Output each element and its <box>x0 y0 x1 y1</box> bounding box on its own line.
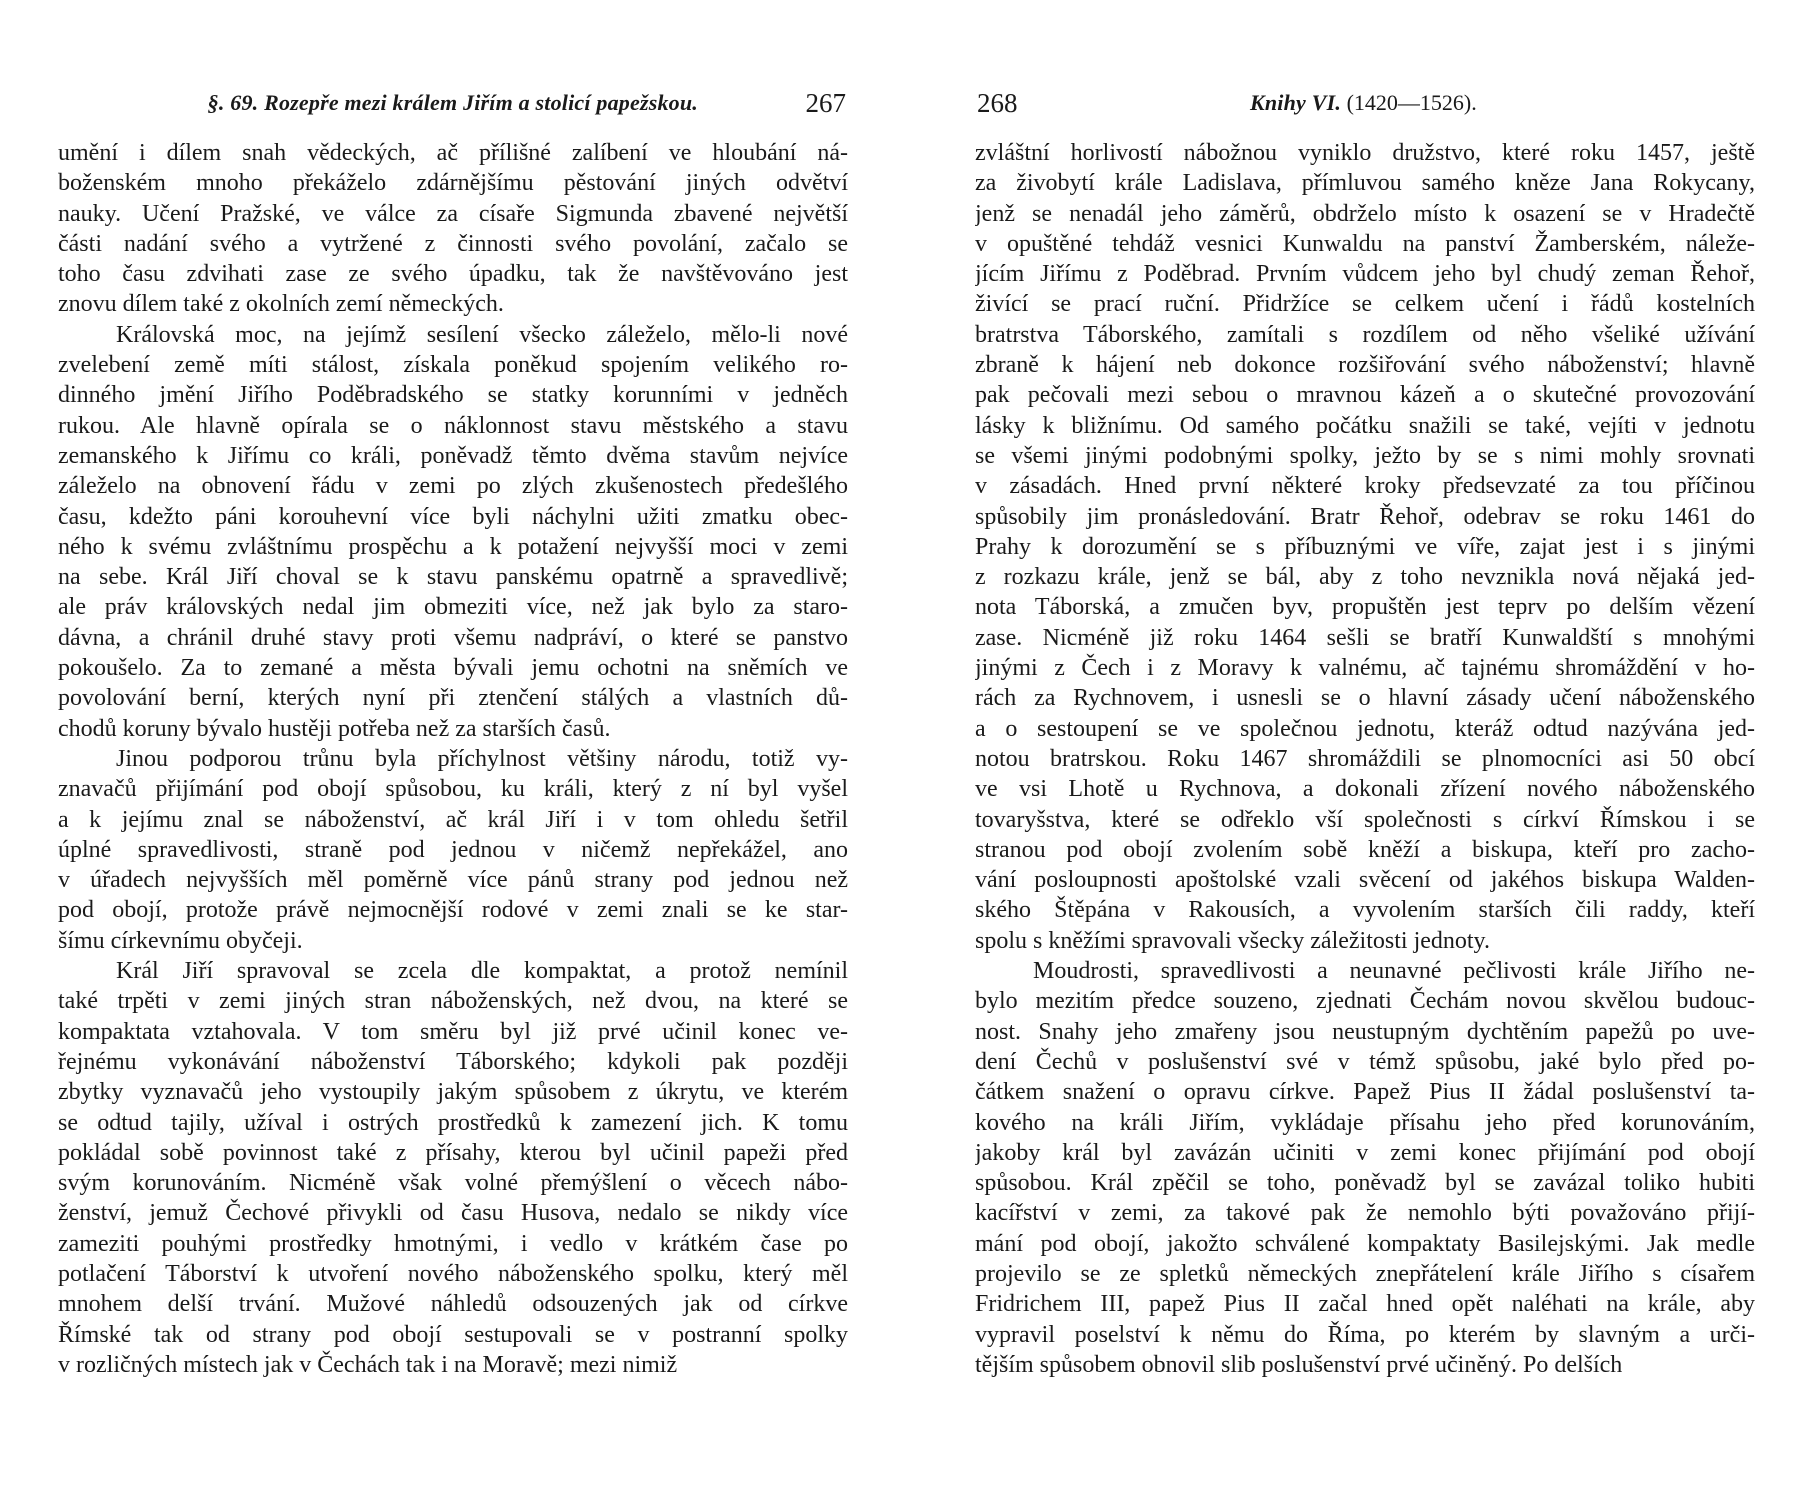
text-line: za živobytí krále Ladislava, přímluvou samého kněze Jana Rokycany, <box>975 170 1755 197</box>
text-line: v úřadech nejvyšších měl poměrně více pánů strany pod jednou než <box>58 867 848 894</box>
paragraph <box>58 138 848 320</box>
text-line: jícím Jiřímu z Poděbrad. Prvním vůdcem jeho byl chudý zeman Řehoř, <box>975 261 1755 288</box>
text-line: v zásadách. Hned první některé kroky předsevzaté za tou příčinou <box>975 473 1755 500</box>
paragraph <box>975 956 1755 1380</box>
text-line: ale práv královských nedal jim obmeziti více, než jak bylo za staro- <box>58 594 848 621</box>
text-line: pod obojí, protože právě nejmocnější rodové v zemi znali se ke star- <box>58 897 848 924</box>
page-number: 267 <box>805 88 846 118</box>
text-line: v rozličných místech jak v Čechách tak i na Moravě; mezi nimiž <box>58 1351 678 1378</box>
text-line: stranou pod obojí zvolením sobě kněží a biskupa, kteří pro zacho- <box>975 836 1755 863</box>
text-line: čátkem snažení o opravu církve. Papež Pius II žádal poslušenství ta- <box>975 1079 1755 1106</box>
text-line: zemanského k Jiřímu co králi, poněvadž těmto dvěma stavům nejvíce <box>58 442 848 469</box>
right-page-header <box>975 88 1755 124</box>
text-line: svým korunováním. Nicméně však volné přemýšlení o věcech nábo- <box>58 1170 848 1197</box>
text-line: mání pod obojí, jakožto schválené kompaktaty Basilejskými. Jak medle <box>975 1230 1755 1257</box>
paragraph <box>975 138 1755 956</box>
text-line: také trpěti v zemi jiných stran náboženských, než dvou, na které se <box>58 988 848 1015</box>
text-line: Jinou podporou trůnu byla příchylnost většiny národu, totiž vy- <box>116 745 848 772</box>
text-line: tovaryšstva, které se odřeklo vší společnosti s církví Římskou i se <box>975 806 1755 833</box>
right-page-body <box>975 138 1755 1380</box>
text-line: Moudrosti, spravedlivosti a neunavné pečlivosti krále Jiřího ne- <box>1033 958 1755 985</box>
text-line: zbytky vyznavačů jeho vystoupily jakým spůsobem z úkrytu, ve kterém <box>58 1079 848 1106</box>
text-line: šímu církevnímu obyčeji. <box>58 927 303 954</box>
text-line: ského Štěpána v Rakousích, a vyvolením starších čili raddy, kteří <box>975 897 1755 924</box>
page-number: 268 <box>977 88 1018 118</box>
text-line: zvláštní horlivostí nábožnou vyniklo družstvo, které roku 1457, ještě <box>975 140 1755 166</box>
text-line: nost. Snahy jeho zmařeny jsou neustupným dychtěním papežů po uve- <box>975 1018 1755 1045</box>
text-line: kového na králi Jiřím, vykládaje přísahu jeho před korunováním, <box>975 1109 1755 1136</box>
text-line: bylo mezitím předce souzeno, zjednati Čechám novou skvělou budouc- <box>975 988 1755 1015</box>
text-line: jenž se nenadál jeho záměrů, obdrželo místo k osazení se v Hradečtě <box>975 200 1755 227</box>
paragraph <box>58 320 848 744</box>
text-line: jakoby král byl zavázán učiniti v zemi konec přijímání pod obojí <box>975 1139 1755 1166</box>
text-line: vání posloupnosti apoštolské vzali svěcení od jakéhos biskupa Walden- <box>975 867 1755 894</box>
text-line: pokládal sobě povinnost také z přísahy, kterou byl učinil papeži před <box>58 1139 848 1166</box>
text-line: Fridrichem III, papež Pius II začal hned opět naléhati na krále, aby <box>975 1291 1755 1318</box>
text-line: notou bratrskou. Roku 1467 shromáždili se plnomocníci asi 50 obcí <box>975 745 1755 772</box>
text-line: nota Táborská, a zmučen byv, propuštěn jest teprv po delším vězení <box>975 594 1755 621</box>
paragraph <box>58 956 848 1380</box>
text-line: znavačů přijímání pod obojí spůsobou, ku králi, který z ní byl vyšel <box>58 776 848 803</box>
text-line: na sebe. Král Jiří choval se k stavu panskému opatrně a spravedlivě; <box>58 564 848 591</box>
text-line: záleželo na obnovení řádu v zemi po zlých zkušenostech předešlého <box>58 473 848 500</box>
text-line: a k jejímu znal se náboženství, ač král Jiří i v tom ohledu šetřil <box>58 806 848 833</box>
text-line: nauky. Učení Pražské, ve válce za císaře Sigmunda zbavené největší <box>58 200 848 227</box>
text-line: ženství, jemuž Čechové přivykli od času Husova, nedalo se nikdy více <box>58 1200 848 1227</box>
right-page <box>975 0 1755 1500</box>
text-line: ve vsi Lhotě u Rychnova, a dokonali zřízení nového náboženského <box>975 776 1755 803</box>
text-line: mnohem delší trvání. Mužové náhledů odsouzených jak od církve <box>58 1291 848 1318</box>
text-line: rukou. Ale hlavně opírala se o náklonnost stavu městského a stavu <box>58 412 848 439</box>
running-head: §. 69. Rozepře mezi králem Jiřím a stolicí papežskou. <box>207 90 698 115</box>
text-line: spolu s kněžími spravovali všecky záležitosti jednoty. <box>975 927 1490 954</box>
text-line: Prahy k dorozumění se s příbuznými ve víře, zajat jest i s jinými <box>975 533 1755 560</box>
left-page-header <box>58 88 848 124</box>
text-line: z rozkazu krále, jenž se bál, aby z toho nevznikla nová nějaká jed- <box>975 564 1755 591</box>
text-line: se odtud tajily, užíval i ostrých prostředků k zamezení jich. K tomu <box>58 1109 848 1136</box>
text-line: zbraně k hájení neb dokonce rozšiřování svého náboženství; hlavně <box>975 352 1755 379</box>
text-line: vypravil poselství k němu do Říma, po kterém by slavným a urči- <box>975 1321 1755 1348</box>
text-line: pak pečovali mezi sebou o mravnou kázeň a o skutečné provozování <box>975 382 1755 409</box>
text-line: kompaktata vztahovala. V tom směru byl již prvé učinil konec ve- <box>58 1018 848 1045</box>
text-line: dávna, a chránil druhé stavy proti všemu nadpráví, o které se panstvo <box>58 624 848 651</box>
text-line: jinými z Čech i z Moravy k valnému, ač tajnému shromáždění v ho- <box>975 655 1755 682</box>
left-page <box>58 0 848 1500</box>
text-line: povolování berní, kterých nyní při ztenčení stálých a vlastních dů- <box>58 685 848 712</box>
text-line: Královská moc, na jejímž sesílení všecko záleželo, mělo-li nové <box>116 321 848 348</box>
text-line: ného k svému zvláštnímu prospěchu a k potažení nejvyšší moci v zemi <box>58 533 848 560</box>
text-line: Římské tak od strany pod obojí sestupovali se v postranní spolky <box>58 1321 848 1348</box>
text-line: projevilo se ze spletků německých znepřátelení krále Jiřího s císařem <box>975 1260 1755 1287</box>
text-line: a o sestoupení se ve společnou jednotu, kteráž odtud nazývána jed- <box>975 715 1755 742</box>
text-line: kacířství v zemi, za takové pak že nemohlo býti považováno přijí- <box>975 1200 1755 1227</box>
text-line: části nadání svého a vytržené z činnosti svého povolání, začalo se <box>58 230 848 257</box>
running-head <box>1250 90 1477 116</box>
text-line: času, kdežto páni korouhevní více byli náchylni užiti zmatku obec- <box>58 503 848 530</box>
text-line: se všemi jinými podobnými spolky, ježto by se s nimi mohly srovnati <box>975 442 1755 469</box>
text-line: znovu dílem také z okolních zemí německých. <box>58 291 504 318</box>
running-head-years: (1420—1526). <box>1346 90 1477 115</box>
running-head-book: Knihy VI. <box>1250 90 1342 115</box>
text-line: rách za Rychnovem, i usnesli se o hlavní zásady učení náboženského <box>975 685 1755 712</box>
text-line: tějším spůsobem obnovil slib poslušenství prvé učiněný. Po delších <box>975 1351 1623 1378</box>
text-line: úplné spravedlivosti, straně pod jednou v ničemž nepřekážel, ano <box>58 836 848 863</box>
left-page-body <box>58 138 848 1380</box>
text-line: řejnému vykonávání náboženství Táborského; kdykoli pak později <box>58 1048 848 1075</box>
text-line: potlačení Táborství k utvoření nového náboženského spolku, který měl <box>58 1260 848 1287</box>
text-line: živící se prací ruční. Přidržíce se celkem učení i řádů kostelních <box>975 291 1755 318</box>
text-line: toho času zdvihati zase ze svého úpadku, tak že navštěvováno jest <box>58 261 848 288</box>
text-line: spůsobou. Král zpěčil se toho, poněvadž byl se zavázal toliko hubiti <box>975 1170 1755 1197</box>
text-line: Král Jiří spravoval se zcela dle kompaktat, a protož nemínil <box>116 958 848 985</box>
text-line: umění i dílem snah vědeckých, ač přílišné zalíbení ve hloubání ná- <box>58 140 848 166</box>
text-line: bratrstva Táborského, zamítali s rozdílem od něho všeliké užívání <box>975 321 1755 348</box>
text-line: spůsobily jim pronásledování. Bratr Řehoř, odebrav se roku 1461 do <box>975 503 1755 530</box>
text-line: lásky k bližnímu. Od samého počátku snažili se také, vejíti v jednotu <box>975 412 1755 439</box>
text-line: v opuštěné tehdáž vesnici Kunwaldu na panství Žamberském, náleže- <box>975 230 1755 257</box>
text-line: dení Čechů v poslušenství své v témž spůsobu, jaké bylo před po- <box>975 1048 1755 1075</box>
text-line: zvelebení země míti stálost, získala poněkud spojením velikého ro- <box>58 352 848 379</box>
text-line: zameziti pouhými prostředky hmotnými, i vedlo v krátkém čase po <box>58 1230 848 1257</box>
text-line: zase. Nicméně již roku 1464 sešli se bratří Kunwaldští s mnohými <box>975 624 1755 651</box>
paragraph <box>58 744 848 956</box>
text-line: chodů koruny bývalo hustěji potřeba než za starších časů. <box>58 715 611 742</box>
text-line: pokoušelo. Za to zemané a města bývali jemu ochotni na sněmích ve <box>58 655 848 682</box>
text-line: boženském mnoho překáželo zdárnějšímu pěstování jiných odvětví <box>58 170 848 197</box>
text-line: dinného jmění Jiřího Poděbradského se statky korunními v jedněch <box>58 382 848 409</box>
